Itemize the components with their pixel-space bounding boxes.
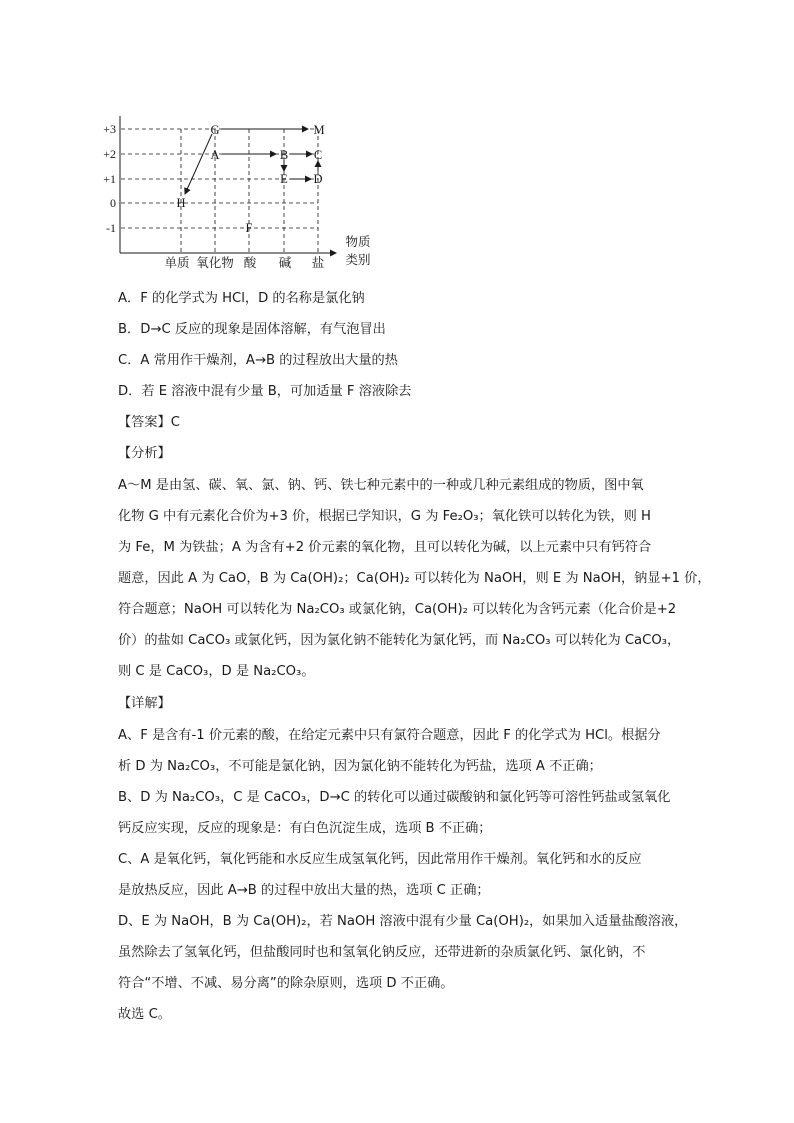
analysis-heading: 【分析】 [118, 446, 171, 461]
option-a: A．F 的化学式为 HCl，D 的名称是氯化钠 [118, 291, 365, 306]
detail-line: 是放热反应，因此 A→B 的过程中放出大量的热，选项 C 正确； [118, 883, 490, 898]
analysis-line: A～M 是由氢、碳、氧、氯、钠、钙、铁七种元素中的一种或几种元素组成的物质，图中氧 [118, 478, 644, 493]
y-label-plus2: +2 [103, 147, 116, 161]
y-label-minus1: -1 [106, 221, 116, 235]
analysis-line: 价）的盐如 CaCO₃ 或氯化钙，因为氯化钠不能转化为氯化钙，而 Na₂CO₃ 可以转化为 CaCO₃， [118, 633, 681, 648]
axis-title-line1: 物质 [345, 234, 371, 249]
option-c: C．A 常用作干燥剂，A→B 的过程放出大量的热 [118, 353, 398, 368]
point-h: H [176, 196, 186, 210]
detail-line: 钙反应实现，反应的现象是：有白色沉淀生成，选项 B 不正确； [118, 821, 492, 836]
point-e: E [280, 172, 288, 186]
y-label-zero: 0 [110, 196, 116, 210]
analysis-line: 题意，因此 A 为 CaO，B 为 Ca(OH)₂；Ca(OH)₂ 可以转化为 NaOH，则 E 为 NaOH，钠显+1 价， [118, 571, 711, 586]
y-label-plus1: +1 [103, 172, 116, 186]
detail-heading: 【详解】 [118, 696, 171, 711]
analysis-line: 化物 G 中有元素化合价为+3 价，根据已学知识，G 为 Fe₂O₃；氧化铁可以转化为铁，则 H [118, 509, 651, 524]
point-g: G [210, 123, 220, 137]
x-label-oxide: 氧化物 [196, 255, 234, 270]
option-b: B．D→C 反应的现象是固体溶解，有气泡冒出 [118, 322, 386, 337]
option-d: D．若 E 溶液中混有少量 B，可加适量 F 溶液除去 [118, 384, 412, 399]
y-label-plus3: +3 [103, 122, 116, 136]
point-d: D [313, 172, 323, 186]
detail-line: 符合“不增、不减、易分离”的除杂原则，选项 D 不正确。 [118, 976, 454, 991]
point-a: A [210, 148, 220, 162]
detail-line: C、A 是氧化钙，氧化钙能和水反应生成氢氧化钙，因此常用作干燥剂。氧化钙和水的反应 [118, 852, 642, 867]
point-b: B [279, 148, 289, 162]
axis-title-line2: 类别 [345, 252, 371, 267]
x-label-salt: 盐 [311, 255, 325, 270]
point-m: M [313, 123, 325, 137]
detail-line: B、D 为 Na₂CO₃，C 是 CaCO₃，D→C 的转化可以通过碳酸钠和氯化钙等可溶性钙盐或氢氧化 [118, 790, 671, 805]
detail-line: D、E 为 NaOH，B 为 Ca(OH)₂，若 NaOH 溶液中混有少量 Ca(OH)₂，如果加入适量盐酸溶液， [118, 914, 688, 929]
detail-line: A、F 是含有-1 价元素的酸，在给定元素中只有氯符合题意，因此 F 的化学式为 HCl。根据分 [118, 728, 661, 743]
x-label-element: 单质 [164, 255, 190, 270]
detail-line: 析 D 为 Na₂CO₃，不可能是氯化钠，因为氯化钠不能转化为钙盐，选项 A 不正确； [118, 759, 602, 774]
detail-paragraph [118, 720, 688, 1030]
answer-label: 【答案】C [118, 415, 180, 430]
x-label-acid: 酸 [243, 255, 257, 270]
analysis-line: 为 Fe，M 为铁盐；A 为含有+2 价元素的氧化物，且可以转化为碱，以上元素中只有钙符合 [118, 540, 652, 555]
detail-line: 故选 C。 [118, 1007, 171, 1022]
analysis-line: 符合题意；NaOH 可以转化为 Na₂CO₃ 或氯化钠，Ca(OH)₂ 可以转化为含钙元素（化合价是+2 [118, 602, 677, 617]
arrow-g-to-h [185, 134, 212, 194]
valence-category-diagram [103, 116, 388, 276]
analysis-paragraph [118, 470, 711, 687]
point-f: F [245, 221, 253, 235]
x-label-base: 碱 [278, 255, 292, 270]
point-c: C [313, 148, 323, 162]
detail-line: 虽然除去了氢氧化钙，但盐酸同时也和氢氧化钠反应，还带进新的杂质氯化钙、氯化钠，不 [118, 945, 646, 960]
analysis-line: 则 C 是 CaCO₃，D 是 Na₂CO₃。 [118, 664, 315, 679]
